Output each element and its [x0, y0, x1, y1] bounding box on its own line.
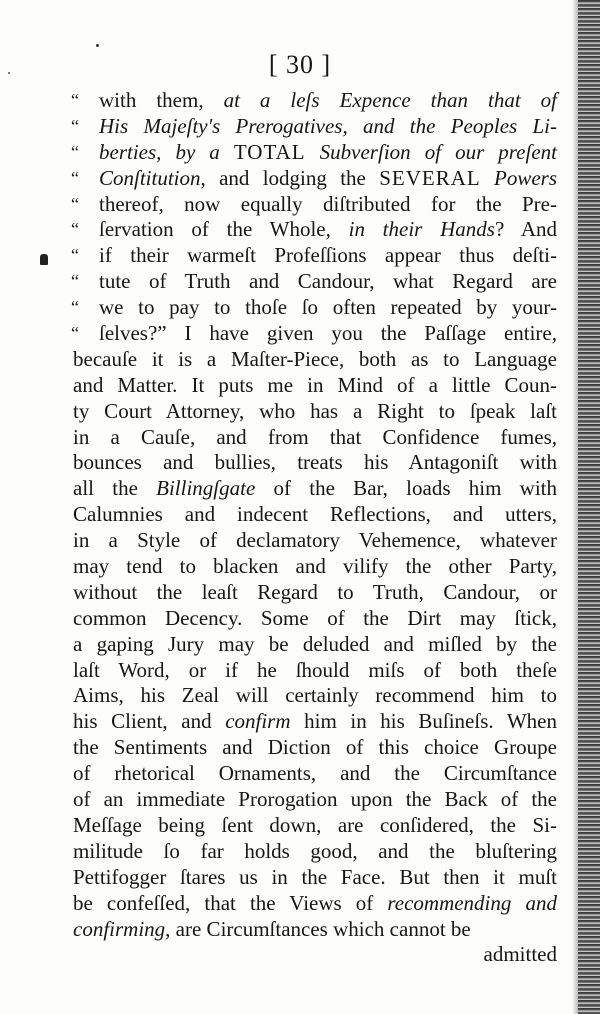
text-segment: thereof, now equally diſtributed for the Pre-: [99, 191, 557, 216]
quote-mark: “: [71, 141, 79, 162]
text-segment: of the Bar, loads him with: [255, 476, 557, 501]
text-line: [73, 295, 557, 321]
text-segment: all the: [73, 476, 157, 501]
text-segment: bounces and bullies, treats his Antagoniſt with: [73, 450, 557, 475]
text-segment: TOTAL: [233, 139, 306, 164]
text-segment: tute of Truth and Candour, what Regard are: [99, 269, 557, 294]
quote-mark: “: [71, 297, 79, 318]
text-segment: his Client, and: [73, 709, 226, 734]
text-segment: berties, by a: [99, 139, 234, 164]
text-segment: ſervation of the Whole,: [99, 217, 349, 242]
text-segment: Conſtitution: [99, 165, 201, 190]
quote-mark: “: [71, 167, 79, 188]
text-line: [73, 217, 557, 243]
text-segment: of an immediate Prorogation upon the Back of the: [73, 787, 557, 812]
text-segment: ſelves?” I have given you the Paſſage entire,: [99, 321, 557, 346]
text-segment: recommending and: [387, 890, 557, 915]
text-segment: Billingſgate: [156, 476, 256, 501]
text-line: [73, 917, 557, 943]
text-line: [73, 399, 557, 425]
text-segment: common Decency. Some of the Dirt may ſtick,: [73, 605, 557, 630]
text-segment: laſt Word, or if he ſhould miſs of both theſe: [73, 657, 557, 682]
page-edge: [578, 0, 600, 1014]
ink-speck: [96, 44, 99, 47]
text-segment: confirming: [73, 916, 166, 941]
text-segment: Meſſage being ſent down, are conſidered, the Si-: [73, 812, 557, 837]
quote-mark: “: [71, 323, 79, 344]
text-line: [73, 891, 557, 917]
text-segment: Pettifogger ſtares us in the Face. But then it muſt: [73, 864, 557, 889]
quote-mark: “: [71, 193, 79, 214]
text-line: [73, 243, 557, 269]
quote-mark: “: [71, 271, 79, 292]
text-line: [73, 476, 557, 502]
text-line: [73, 140, 557, 166]
quote-mark: “: [71, 245, 79, 266]
text-segment: in their Hands: [348, 217, 495, 242]
text-line: [73, 425, 557, 451]
text-segment: in a Cauſe, and from that Confidence fumes,: [73, 424, 557, 449]
text-line: [73, 166, 557, 192]
text-segment: ty Court Attorney, who has a Right to ſpeak laſt: [73, 398, 557, 423]
text-segment: may tend to blacken and vilify the other Party,: [73, 554, 557, 579]
text-line: [73, 502, 557, 528]
ink-blot: [40, 254, 48, 265]
text-segment: , are Circumſtances which cannot be: [165, 916, 471, 941]
text-line: [73, 450, 557, 476]
text-line: [73, 942, 557, 968]
text-line: [73, 709, 557, 735]
text-line: [73, 88, 557, 114]
text-segment: be confeſſed, that the Views of: [73, 890, 388, 915]
text-line: [73, 735, 557, 761]
quote-mark: “: [71, 219, 79, 240]
page-number: [ 30 ]: [268, 50, 332, 79]
text-line: [73, 321, 557, 347]
text-segment: ? And: [494, 217, 558, 242]
text-line: [73, 683, 557, 709]
text-segment: the Sentiments and Diction of this choice Groupe: [73, 735, 557, 760]
text-line: [73, 632, 557, 658]
text-line: [73, 787, 557, 813]
text-line: [73, 606, 557, 632]
body-text: [73, 88, 557, 968]
text-segment: Calumnies and indecent Reflections, and utters,: [73, 502, 557, 527]
text-segment: in a Style of declamatory Vehemence, whatever: [73, 528, 557, 553]
text-line: [73, 269, 557, 295]
text-segment: , and lodging the: [200, 165, 380, 190]
text-segment: confirm: [225, 709, 291, 734]
text-segment: becauſe it is a Maſter-Piece, both as to Language: [73, 346, 557, 371]
text-segment: we to pay to thoſe ſo often repeated by your-: [99, 295, 557, 320]
text-segment: with them,: [99, 88, 224, 112]
text-line: [73, 114, 557, 140]
text-line: [73, 554, 557, 580]
text-segment: and Matter. It puts me in Mind of a little Coun-: [73, 372, 557, 397]
text-segment: His Majeſty's Prerogatives, and the Peoples Li-: [99, 113, 557, 138]
text-line: [73, 658, 557, 684]
text-segment: him in his Buſineſs. When: [290, 709, 557, 734]
text-segment: SEVERAL: [379, 165, 481, 190]
text-segment: Powers: [480, 165, 558, 190]
text-segment: at a leſs Expence than that of: [223, 88, 557, 112]
text-line: [73, 347, 557, 373]
text-line: [73, 580, 557, 606]
text-line: [73, 813, 557, 839]
text-segment: admitted: [483, 942, 557, 967]
text-line: [73, 528, 557, 554]
text-line: [73, 761, 557, 787]
text-segment: militude ſo far holds good, and the bluſtering: [73, 838, 557, 863]
quote-mark: “: [71, 90, 79, 110]
text-segment: of rhetorical Ornaments, and the Circumſtance: [73, 761, 557, 786]
text-line: [73, 865, 557, 891]
text-line: [73, 192, 557, 218]
text-segment: a gaping Jury may be deluded and miſled by the: [73, 631, 557, 656]
text-line: [73, 373, 557, 399]
text-line: [73, 839, 557, 865]
text-segment: without the leaſt Regard to Truth, Candour, or: [73, 579, 557, 604]
text-segment: Subverſion of our preſent: [305, 139, 557, 164]
text-segment: if their warmeſt Profeſſions appear thus deſti-: [99, 243, 557, 268]
quote-mark: “: [71, 115, 79, 136]
text-segment: Aims, his Zeal will certainly recommend him to: [73, 683, 557, 708]
